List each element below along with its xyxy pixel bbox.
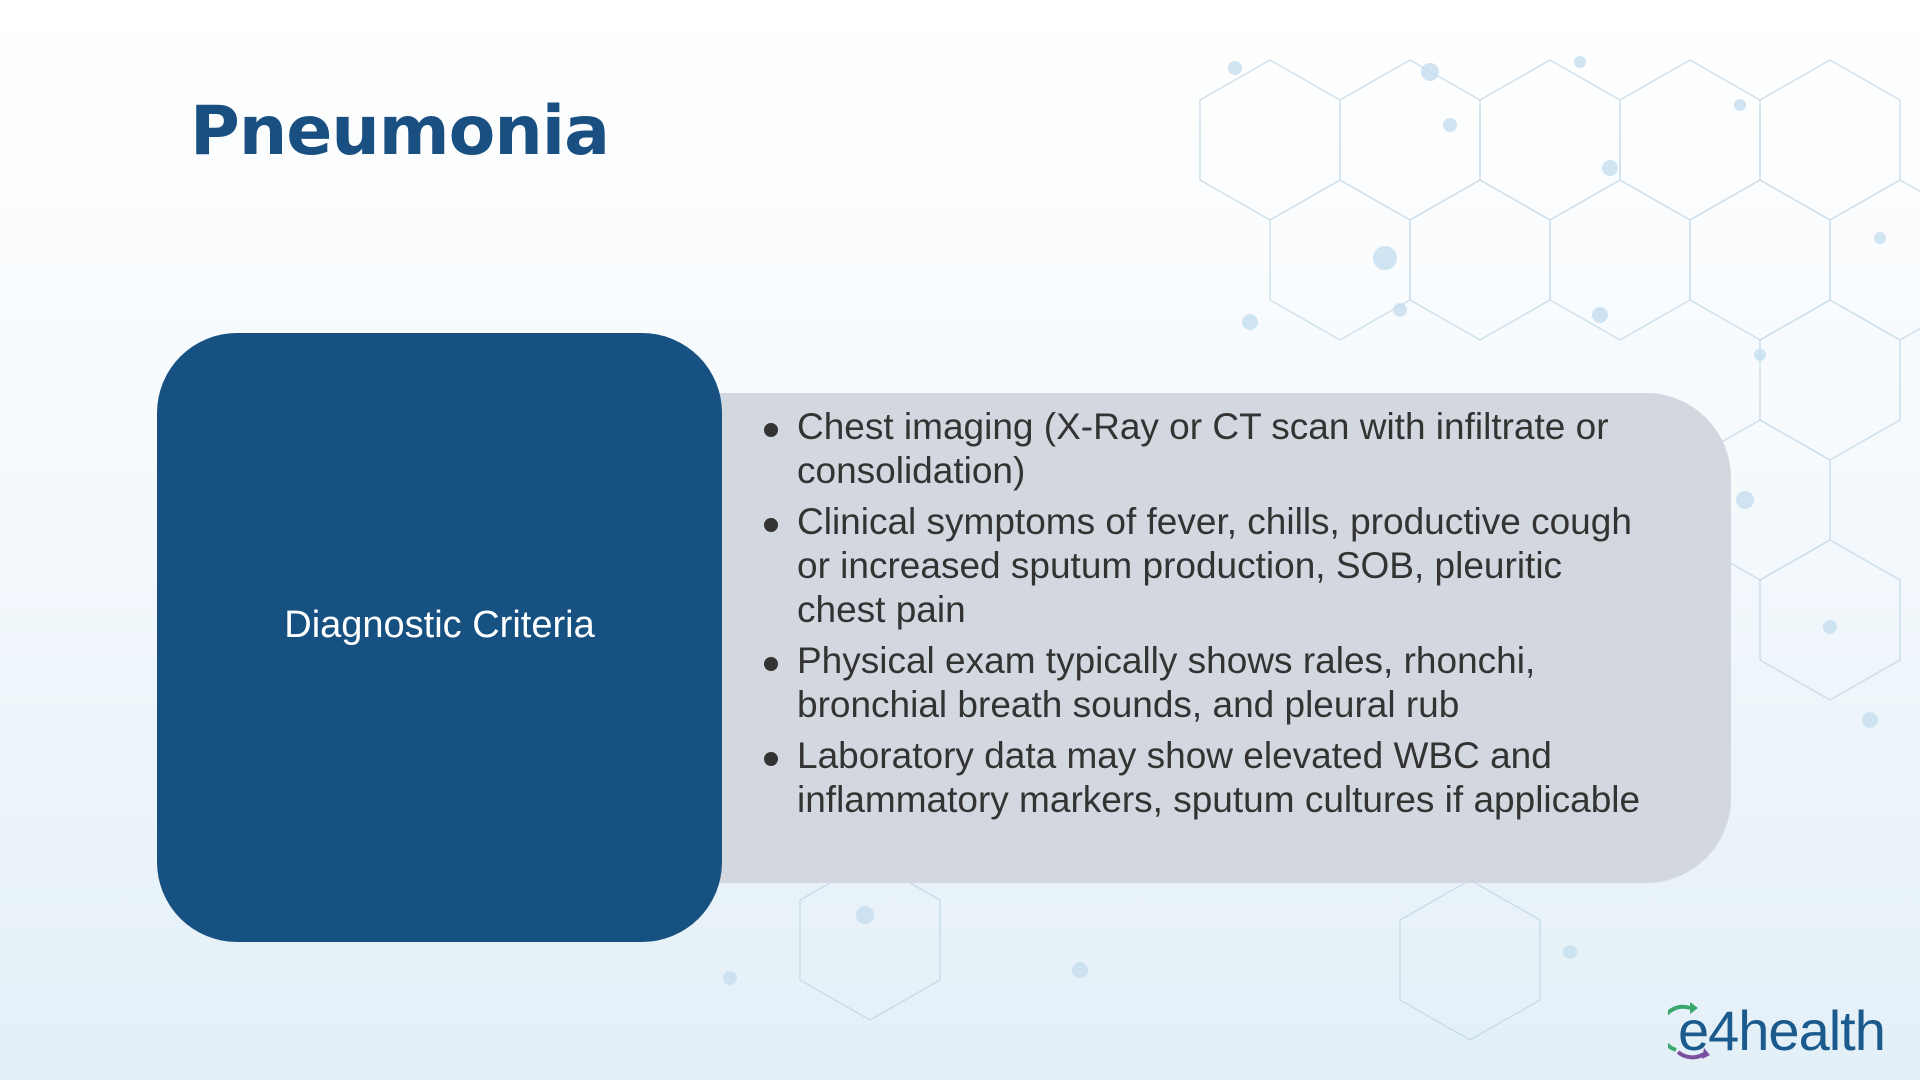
logo-wordmark: e4health <box>1678 998 1885 1062</box>
e4health-logo <box>1668 990 1898 1070</box>
criteria-list <box>762 405 1651 822</box>
criteria-item: Chest imaging (X-Ray or CT scan with infiltrate or consolidation) <box>762 405 1651 493</box>
criteria-panel <box>700 393 1731 883</box>
slide-title: Pneumonia <box>190 92 609 171</box>
section-label: Diagnostic Criteria <box>284 603 595 646</box>
criteria-item: Physical exam typically shows rales, rhonchi, bronchial breath sounds, and pleural rub <box>762 639 1651 727</box>
criteria-item: Clinical symptoms of fever, chills, productive cough or increased sputum production, SOB, pleuritic chest pain <box>762 500 1651 632</box>
section-label-box <box>157 333 722 942</box>
criteria-item: Laboratory data may show elevated WBC and inflammatory markers, sputum cultures if applicable <box>762 734 1651 822</box>
